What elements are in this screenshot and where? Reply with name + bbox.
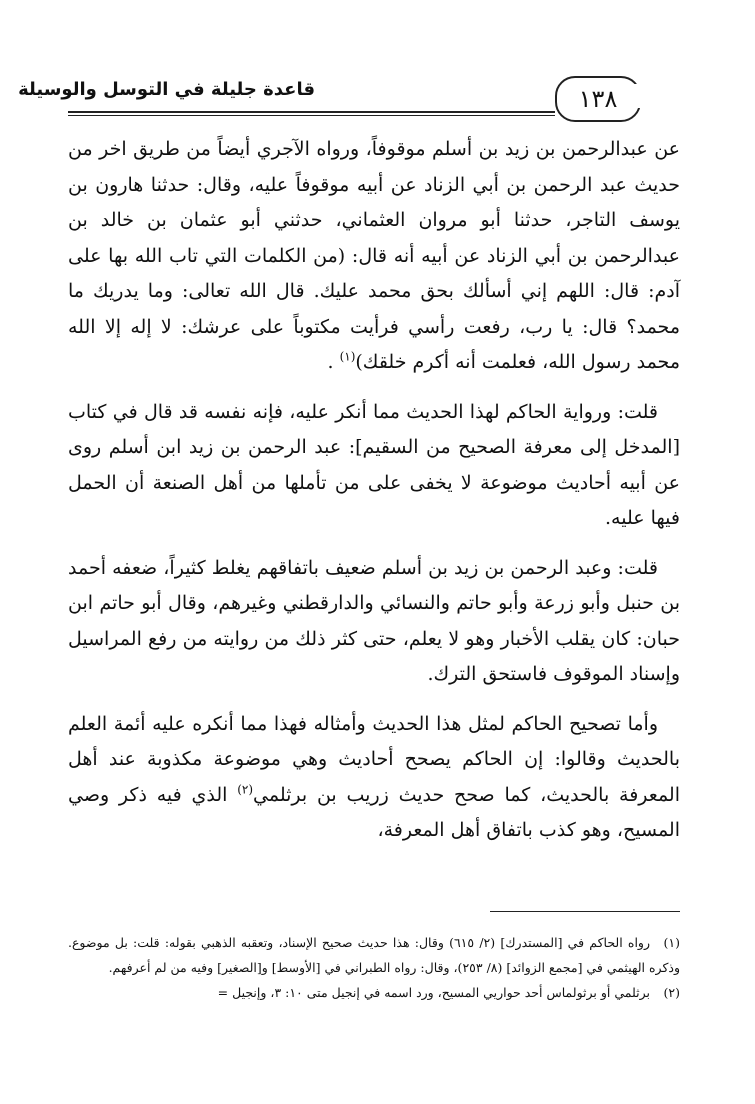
paragraph-1: عن عبدالرحمن بن زيد بن أسلم موقوفاً، ورواه الآجري أيضاً من طريق اخر من حديث عبد الرحمن بن أبي الزناد عن أبيه موقوفاً عليه، وقال: حدثنا هارون بن يوسف التاجر، حدثنا أبو مروان العثماني، حدثني أبو عثمان بن خالد بن عبدالرحمن بن أبي الزناد عن أبيه أنه قال: (من الكلمات التي تاب الله بها على آدم: قال: اللهم إني أسألك بحق محمد عليك. قال الله تعالى: وما يدريك ما محمد؟ قال: يا رب، رفعت رأسي فرأيت مكتوباً على عرشك: لا إله إلا الله محمد رسول الله، فعلمت أنه أكرم خلقك)$^{(١)}$ . bbox=[68, 138, 680, 373]
header-rule bbox=[68, 111, 555, 113]
paragraph-2: قلت: ورواية الحاكم لهذا الحديث مما أنكر عليه، فإنه نفسه قد قال في كتاب [المدخل إلى معرفة الصحيح من السقيم]: عبد الرحمن بن زيد ابن أسلم روى عن أبيه أحاديث موضوعة لا يخفى على من تأملها من أهل الصنعة أن الحمل فيها عليه. bbox=[68, 400, 680, 529]
header-rule-thin bbox=[68, 115, 555, 116]
footnote-text: رواه الحاكم في [المستدرك] (٢/ ٦١٥) وقال: هذا حديث صحيح الإسناد، وتعقبه الذهبي بقوله: قلت: بل موضوع. وذكره الهيثمي في [مجمع الزوائد] (٨/ ٢٥٣)، وقال: رواه الطبراني في [الأوسط] و[الصغير] وفيه من لم أعرفهم. bbox=[68, 935, 680, 975]
footnote-text: برثلمي أو برثولماس أحد حواريي المسيح، ورد اسمه في إنجيل متى ١٠: ٣، وإنجيل = bbox=[217, 985, 650, 1000]
page-number: ١٣٨ bbox=[578, 85, 618, 113]
paragraph-4: وأما تصحيح الحاكم لمثل هذا الحديث وأمثاله فهذا مما أنكره عليه أئمة العلم بالحديث وقالوا: إن الحاكم يصحح أحاديث وهي موضوعة مكذوبة عند أهل المعرفة بالحديث، كما صحح حديث زريب بن برثلمي$^{(٢)}$ الذي فيه ذكر وصي المسيح، وهو كذب باتفاق أهل المعرفة، bbox=[68, 712, 680, 841]
footnote-ref-1: (١) bbox=[339, 349, 356, 364]
footnote-rule bbox=[490, 911, 680, 912]
body-text bbox=[68, 132, 680, 849]
footnote-marker: (٢) bbox=[663, 985, 680, 1000]
footnotes bbox=[68, 930, 680, 1005]
footnote-1 bbox=[68, 930, 680, 980]
badge-notch bbox=[630, 84, 644, 108]
page-number-badge bbox=[555, 76, 641, 122]
footnote-ref-2: (٢) bbox=[237, 782, 254, 797]
footnote-marker: (١) bbox=[663, 935, 681, 950]
running-header-title: قاعدة جليلة في التوسل والوسيلة bbox=[18, 79, 315, 100]
footnote-2 bbox=[68, 980, 680, 1005]
paragraph-3: قلت: وعبد الرحمن بن زيد بن أسلم ضعيف باتفاقهم يغلط كثيراً، ضعفه أحمد بن حنبل وأبو زرعة وأبو حاتم والنسائي والدارقطني وغيرهم، وقال أبو حاتم ابن حبان: كان يقلب الأخبار وهو لا يعلم، حتى كثر ذلك من روايته من رفع المراسيل وإسناد الموقوف فاستحق الترك. bbox=[68, 556, 680, 685]
